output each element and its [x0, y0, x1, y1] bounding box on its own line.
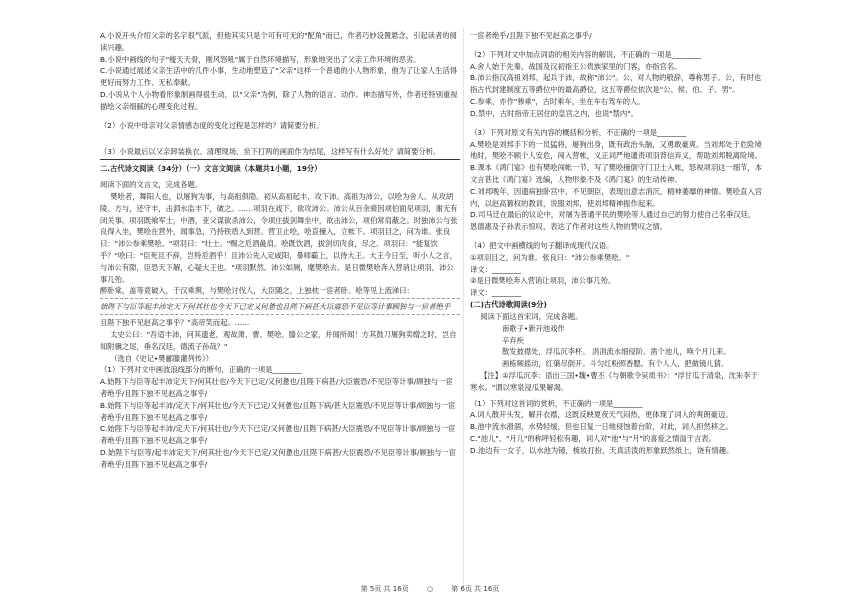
poem-answer-b: B.池中流水滑涸，水势轻缓，但也日复一日地侵蚀着台阶，对此，词人担然移之。 — [470, 422, 733, 432]
source-note: （选自《史记•樊郦滕灌列传》） — [110, 353, 214, 363]
answer-d: D.始陛下与臣等/起丰沛定天下/何其壮也/今天下已定/又何惫也/且陛下病甚/大臣震恐/不见臣等计事/顾独与一宦者绝乎/且陛下独不见赵高之事乎/ — [100, 448, 456, 469]
page-footer — [0, 584, 860, 594]
answer-b: B.始陛下与臣等起丰沛/定天下/何其壮也/今天下已定/又何惫也/且陛下病/甚大臣震恐/不见臣等计事/顾独与一宦者绝乎/且陛下独不见赵高之事乎/ — [100, 400, 456, 422]
page-separator: ○ — [426, 585, 434, 593]
carryover-line: 一宦者绝乎/且陛下独不见赵高之事乎/ — [470, 31, 592, 40]
poem-line-2: 画栋频摇动，红蕖尽倒开。斗匀红粉照香腮。有个人人，把做镜儿猜。 — [502, 359, 729, 369]
poetry-intro: 阅读下面这首宋词，完成各题。 — [480, 311, 583, 321]
column-divider — [463, 28, 464, 588]
passage-main: 樊哙者，舞阳人也，以屠狗为事，与高祖俱隐。初从高祖起丰，攻下沛。高祖为沛公，以哙为舍人。从攻胡陵、方与，还守丰，击泗水监丰下，破之。……项羽在戏下，欲攻沛公。沛公从百余骑因项伯面见项羽，谢无有闭关事。项羽既飨军士，中酒，亚父谋欲杀沛公，令项庄拔剑舞坐中，欲击沛公，项伯常肩蔽之。时独沛公与张良得入坐，樊哙在营外，闻事急，乃持铁盾入到营。营卫止哙，哙直撞入，立帐下。项羽目之，问为谁。张良曰："沛公参乘樊哙。"项羽曰："壮士。"赐之卮酒彘肩。哙既饮酒，拔剑切肉食，尽之。项羽曰："能复饮乎？"哙曰："臣死且不辞，岂特卮酒乎！且沛公先入定咸阳，暴师霸上，以待大王。大王今日至，听小人之言，与沛公有隙，臣恐天下解，心疑大王也。"项羽默然。沛公如厕，麾樊哙去。是日微樊哙奔入营诮让项羽，沛公事几殆。 — [100, 191, 458, 284]
answer-3c: C.刘邦晚年，因遗病独卧宫中，不见朝臣，表现出意志消沉、精神萎靡的神情。樊哙直入宫内，以赵高篡权的教训，说服刘邦，使刘邦精神振作起来。 — [470, 186, 762, 208]
answer-2b: B.沛公指汉高祖刘邦，起兵于沛，故称"沛公"。公，对人物的敬辞，尊称男子。公，有时也指古代封建制度五等爵位中的最高爵位，这五等爵位依次是"公、侯、伯、子、男"。 — [470, 73, 762, 95]
question-2-right: （2）下列对文中加点词语的相关内容的解说，不正确的一项是________ — [470, 49, 701, 59]
right-column — [470, 30, 762, 457]
poem-line-1a: 散发披襟处，浮瓜沉李杯。 — [502, 347, 590, 357]
question-4-right: （4）把文中画横线的句子翻译成现代汉语。 — [470, 241, 614, 250]
passage-wavy-underlined: 始陛下与臣等起丰沛定天下何其壮也今天下已定又何惫也且陛下病甚大臣震恐不见臣等计事顾独与一宦者绝乎 — [100, 302, 451, 312]
poem-title: 南歌子•新开池戏作 — [502, 323, 565, 333]
poem-answer-a: A.词人散开头发，解开衣襟，这既反映夏夜天气闷热，更体现了词人的爽朗豪迈。 — [470, 410, 733, 420]
poem-line-1b: 涓涓流水细侵阶。凿个池儿，唤个月儿来。 — [591, 347, 731, 357]
section-heading: 二.古代诗文阅读（34分）（一）文言文阅读（本题共1小题，19分） — [100, 164, 322, 174]
answer-2a: A.舍人始于先秦，战国及汉初指王公贵族家里的门客，亦指官名。 — [470, 61, 682, 71]
passage-continued: 醉卧棠，盖等竟破入，于汉乘舆，与樊哙讨伐人，大臣随之，上独枕一宦者卧。哙等见上流涕曰： — [100, 286, 414, 296]
option-a: A.小说开头介绍父亲的名字很气派，但他其实只是个可有可无的"配角"而已，作者巧妙设置悬念，引起读者的阅读兴趣。 — [100, 31, 457, 52]
answer-a: A.始陛下与臣等起丰沛定天下/何其壮也/今天下已定/又何惫也/且陛下病甚/大臣震恐/不见臣等计事/顾独与一宦者绝乎/且陛下独不见赵高之事乎/ — [100, 377, 453, 398]
sentence-2: ②是日微樊哙奔入营诮让项羽，沛公事几殆。 — [470, 276, 616, 286]
reading-intro: 阅读下面的文言文，完成各题。 — [100, 180, 203, 190]
poem-line-1 — [470, 346, 762, 358]
translation-2: 译文：________ — [470, 288, 522, 298]
poem-note: 【注】①浮瓜沉李：语出三国•魏•曹丕《与朝歌令吴质书》："浮甘瓜于清泉，沈朱李于寒水。"谓以寒泉浸瓜果解渴。 — [470, 370, 758, 392]
option-c: C.小说通过展述父亲生活中的几件小事，生动地塑造了"父亲"这样一个普通的小人物形象，他为了让家人生活得更好而努力工作、无私奉献。 — [100, 66, 458, 88]
wavy-line-bottom — [100, 314, 460, 315]
page-number-left: 第 5页 共 16页 — [360, 585, 409, 593]
answer-c: C.始陛下与臣等起丰沛/定天下/何其壮也/今天下已定/又何惫也/且陛下病甚/大臣震恐/不见臣等计事/顾独与一宦者绝乎/且陛下独不见赵高之事乎/ — [100, 424, 456, 446]
answer-2c: C.参乘，亦作"骖乘"，古时乘车，坐在车右驾车的人。 — [470, 97, 645, 107]
sentence-1: ①项羽目之，问为谁。张良曰："沛公参乘樊哙。" — [470, 252, 630, 262]
passage-end: 且陛下独不见赵高之事乎？"高帝笑而起。…… — [100, 318, 250, 328]
answer-3d: D.司马迁在最后的议论中，对屠为普通平民的樊哙等人通过自己的努力使自己名垂汉廷，恩德惠及子孙表示惊叹，表达了作者对这些人物的赞叹之情。 — [470, 210, 756, 232]
answer-3a: A.樊哙是刘邦手下的一员猛将，屠狗出身，既有政治头脑，又勇敢豪爽。当刘邦处于危险境地时，樊哙不顾个人安危，闯入营帐，义正词严地谴责项羽背信弃义，帮助刘邦脱离险境。 — [470, 139, 762, 161]
poetry-section-heading: (二)古代诗歌阅读(9分) — [470, 300, 547, 310]
question-1: （1）下列对文中画波浪线部分的断句，正确的一项是________ — [100, 365, 302, 375]
question-2: （2）小说中母亲对父亲情感态度的变化过程是怎样的？请简要分析。 — [100, 120, 324, 130]
option-b: B.小说中画线的句子"瘦天天骨，刚风怒吼"属于自然环境描写，形象地突出了父亲工作环境的恶劣。 — [100, 54, 421, 64]
poem-question-1: （1）下列对这首词的赏析，不正确的一项是________ — [470, 398, 643, 408]
answer-3b: B.课本《鸿门宴》也有樊哙闯帐一节，写了樊哙撞倒守门卫士入帐，怒视项羽这一细节，本文言甚比《鸿门宴》选编，人物形象不及《鸿门宴》的生动传神。 — [470, 163, 762, 184]
taishigong-comment: 太史公曰："吾适丰沛，问其遗老，观故萧、曹、樊哙、滕公之家，并闻所闻！方其鼓刀屠狗卖缯之时，岂自知附骥之尾，垂名汉廷，德流子孙哉？" — [100, 329, 457, 351]
page-number-right: 第 6页 共 16页 — [451, 585, 500, 593]
poem-author: 辛弃疾 — [502, 335, 524, 345]
wavy-line-top — [100, 298, 460, 299]
section-rule — [100, 159, 460, 160]
poem-answer-d: D.池边有一女子，以水池为镜，梳妆打扮，天真活泼的形象跃然纸上，饶有情趣。 — [470, 445, 734, 455]
left-column — [100, 30, 460, 471]
question-3-right: （3）下列对原文有关内容的概括和分析，不正确的一项是________ — [470, 127, 687, 137]
question-3: （3）小说最后以父亲卸装换衣、清理现场、坐下打两的画面作为结尾，这样写有什么好处？请简要分析。 — [100, 146, 441, 156]
option-d: D.小说从个人小物看形象制画得很生动，以"父亲"为例，除了人物的语言、动作、神态描写外，作者还特别重视描绘父亲细腻的心理变化过程。 — [100, 90, 458, 111]
answer-2d: D.禁中，古时指帝王居住的皇宫之内，也说"禁内"。 — [470, 108, 638, 118]
poem-answer-c: C."池儿"、"月儿"的称呼轻松有趣，词人对"池"与"月"的喜爱之情溢于言表。 — [470, 434, 716, 443]
translation-1: 译文：________ — [470, 264, 522, 274]
